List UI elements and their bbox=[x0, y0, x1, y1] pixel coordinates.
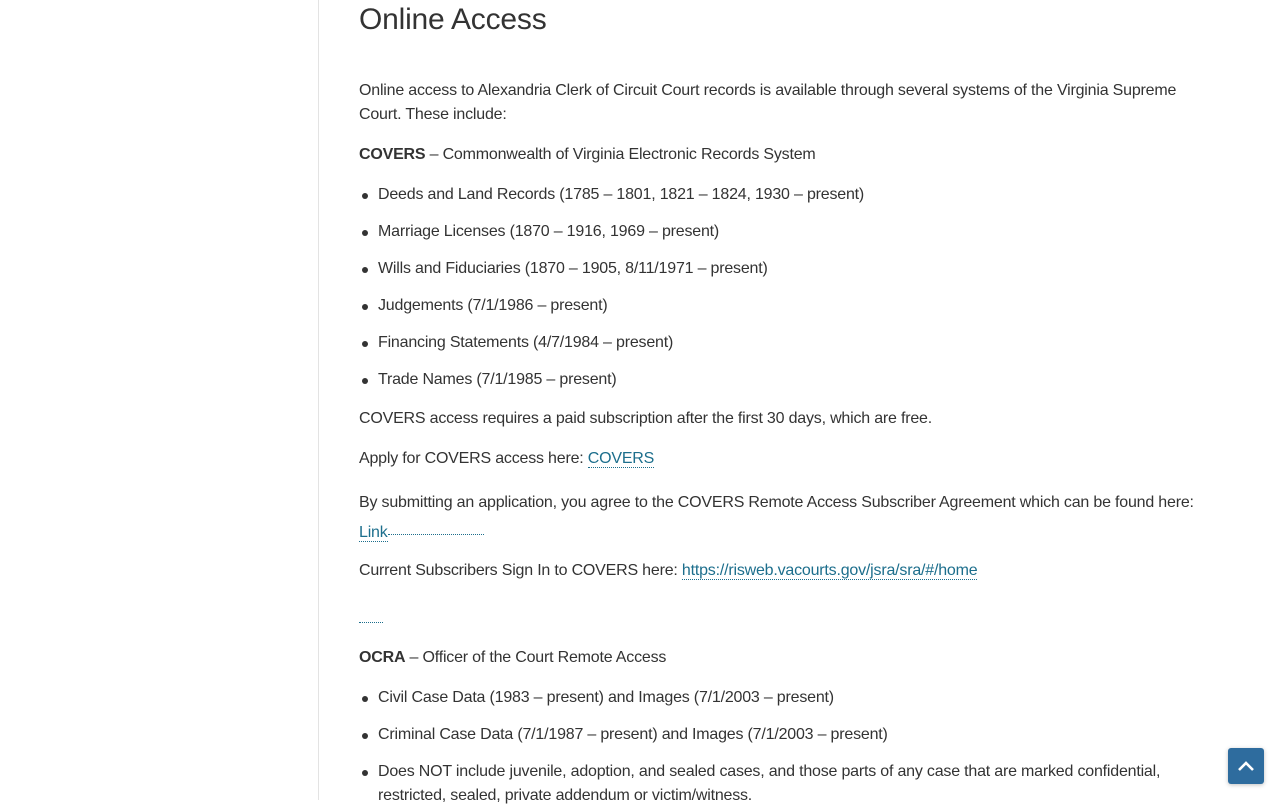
left-sidebar bbox=[0, 0, 319, 800]
ocra-desc: – Officer of the Court Remote Access bbox=[405, 649, 667, 666]
agreement-text: By submitting an application, you agree to the COVERS Remote Access Subscriber Agreement which can be found here: bbox=[359, 494, 1194, 511]
empty-link[interactable] bbox=[359, 622, 383, 623]
back-to-top-button[interactable] bbox=[1228, 748, 1264, 784]
ocra-name: OCRA bbox=[359, 649, 406, 666]
signin-text: Current Subscribers Sign In to COVERS here: bbox=[359, 562, 682, 579]
signin-link[interactable]: https://risweb.vacourts.gov/jsra/sra/#/home bbox=[681, 562, 978, 579]
ocra-heading bbox=[359, 646, 1219, 670]
list-item: Financing Statements (4/7/1984 – present) bbox=[359, 331, 1219, 368]
list-item: Judgements (7/1/1986 – present) bbox=[359, 294, 1219, 331]
intro-text: Online access to Alexandria Clerk of Circuit Court records is available through several systems of the Virginia Supreme Court. These include: bbox=[359, 82, 1177, 123]
covers-desc: – Commonwealth of Virginia Electronic Records System bbox=[425, 146, 816, 163]
agreement-link[interactable]: Link bbox=[359, 524, 388, 541]
list-item: Civil Case Data (1983 – present) and Images (7/1/2003 – present) bbox=[359, 686, 1219, 723]
agreement-paragraph bbox=[359, 488, 1219, 548]
covers-heading bbox=[359, 143, 1219, 167]
list-item: Criminal Case Data (7/1/1987 – present) and Images (7/1/2003 – present) bbox=[359, 723, 1219, 760]
list-item: Trade Names (7/1/1985 – present) bbox=[359, 368, 1219, 405]
chevron-up-icon bbox=[1237, 760, 1255, 772]
covers-list bbox=[359, 183, 1219, 405]
covers-name: COVERS bbox=[359, 146, 426, 163]
list-item: Deeds and Land Records (1785 – 1801, 1821 – 1824, 1930 – present) bbox=[359, 183, 1219, 220]
list-item: Does NOT include juvenile, adoption, and sealed cases, and those parts of any case that are marked confidential, restricted, sealed, private addendum or victim/witness. bbox=[359, 760, 1219, 808]
signin-paragraph bbox=[359, 559, 1219, 583]
apply-text: Apply for COVERS access here: bbox=[359, 450, 588, 467]
apply-paragraph bbox=[359, 447, 1219, 471]
list-item: Wills and Fiduciaries (1870 – 1905, 8/11/1971 – present) bbox=[359, 257, 1219, 294]
ocra-list bbox=[359, 686, 1219, 808]
covers-apply-link[interactable]: COVERS bbox=[587, 450, 655, 467]
subscription-text: COVERS access requires a paid subscription after the first 30 days, which are free. bbox=[359, 410, 933, 427]
list-item: Marriage Licenses (1870 – 1916, 1969 – present) bbox=[359, 220, 1219, 257]
link-underline-decoration bbox=[388, 534, 484, 535]
page-title: Online Access bbox=[359, 3, 547, 36]
